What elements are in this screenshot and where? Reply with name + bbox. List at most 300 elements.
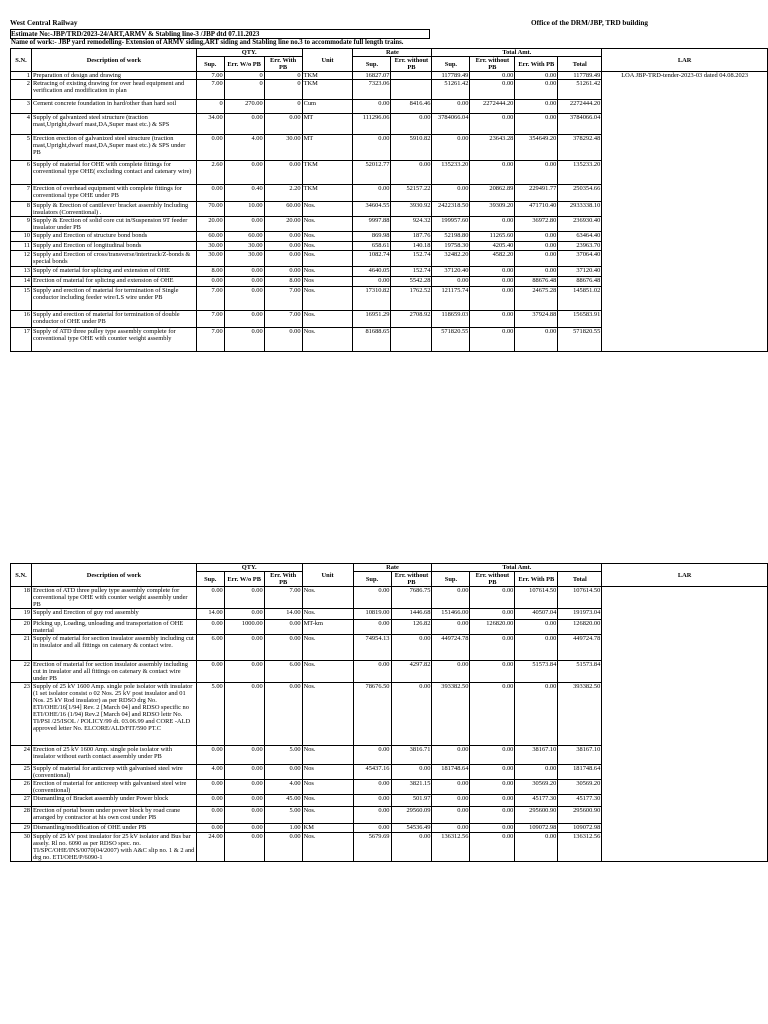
cell-qty-err-wo: 0.00 <box>224 114 264 135</box>
cell-amt-err-with: 0.00 <box>515 161 558 185</box>
cell-qty-sup: 34.00 <box>196 114 224 135</box>
cell-sn: 29 <box>11 824 32 833</box>
cell-sn: 25 <box>11 765 32 780</box>
cell-qty-err-wo: 30.00 <box>224 242 264 251</box>
cell-amt-err-without: 0.00 <box>470 217 515 232</box>
cell-unit: Nos. <box>302 202 353 217</box>
cell-amt-total: 37064.40 <box>558 251 602 267</box>
cell-amt-err-without: 0.00 <box>470 328 515 352</box>
cell-qty-err-with: 0.00 <box>264 251 302 267</box>
cell-unit: TKM <box>302 80 353 100</box>
cell-rate-err-without: 0.00 <box>391 683 432 746</box>
cell-amt-sup: 0.00 <box>432 135 470 161</box>
cell-sn: 11 <box>11 242 32 251</box>
cell-description: Erection of material for splicing and extension of OHE <box>31 277 196 287</box>
cell-qty-err-with: 0.00 <box>264 328 302 352</box>
total-amt-header: Total Amt. <box>432 49 602 57</box>
cell-amt-sup: 0.00 <box>432 185 470 202</box>
cell-sn: 19 <box>11 609 32 620</box>
cell-amt-total: 393382.50 <box>558 683 602 746</box>
cell-amt-sup: 199957.60 <box>432 217 470 232</box>
cell-description: Preparation of design and drawing <box>31 72 196 80</box>
sn-header: S.N. <box>11 564 32 587</box>
cell-rate-err-without: 152.74 <box>391 267 432 277</box>
cell-qty-sup: 30.00 <box>196 251 224 267</box>
cell-description: Supply and erection of material for termination of Single conductor including feeder wire/LS wire under PB <box>31 287 196 311</box>
cell-amt-err-with: 0.00 <box>515 765 558 780</box>
cell-qty-err-wo: 270.00 <box>224 100 264 114</box>
cell-sn: 6 <box>11 161 32 185</box>
rate-header: Rate <box>353 564 432 572</box>
cell-sn: 2 <box>11 80 32 100</box>
cell-qty-sup: 0.00 <box>196 661 224 683</box>
cell-sn: 17 <box>11 328 32 352</box>
cell-amt-sup: 0.00 <box>432 807 470 824</box>
table-row <box>11 587 768 609</box>
cell-qty-err-wo: 0.00 <box>224 635 264 661</box>
cell-description: Erection of overhead equipment with complete fittings for conventional type OHE under PB <box>31 185 196 202</box>
cell-amt-err-without: 0.00 <box>470 80 515 100</box>
cell-sn: 23 <box>11 683 32 746</box>
cell-qty-err-with: 0.00 <box>264 620 302 635</box>
cell-rate-err-without: 0.00 <box>391 833 432 862</box>
cell-qty-sup: 0.00 <box>196 587 224 609</box>
cell-amt-sup: 0.00 <box>432 746 470 765</box>
estimate-number: Estimate No:-JBP/TRD/2023-24/ART,ARMV & Stabling line-3 /JBP dtd 07.11.2023 <box>11 30 260 38</box>
cell-description: Supply of material for splicing and extension of OHE <box>31 267 196 277</box>
cell-amt-err-with: 229491.77 <box>515 185 558 202</box>
cell-amt-err-without: 2272444.20 <box>470 100 515 114</box>
cell-rate-sup: 0.00 <box>353 661 391 683</box>
cell-unit: MT-km <box>302 620 353 635</box>
cell-amt-total: 135233.20 <box>558 161 602 185</box>
cell-sn: 9 <box>11 217 32 232</box>
cell-description: Supply and Erection of longitudinal bonds <box>31 242 196 251</box>
office-name: Office of the DRM/JBP, TRD building <box>531 19 649 27</box>
lar-header: LAR <box>602 564 768 587</box>
cell-qty-sup: 0.00 <box>196 807 224 824</box>
qty-sup-header: Sup. <box>196 572 224 587</box>
cell-qty-err-with: 7.00 <box>264 587 302 609</box>
cell-unit: Nos <box>302 780 353 795</box>
cell-rate-err-without: 3930.92 <box>391 202 432 217</box>
cell-unit: Nos. <box>302 587 353 609</box>
cell-amt-err-without: 0.00 <box>470 609 515 620</box>
cell-amt-total: 571820.55 <box>558 328 602 352</box>
cell-sn: 7 <box>11 185 32 202</box>
cell-unit: Nos. <box>302 746 353 765</box>
amt-err-without-header: Err. without PB <box>470 57 515 72</box>
cell-qty-sup: 70.00 <box>196 202 224 217</box>
cell-unit: Nos. <box>302 251 353 267</box>
cell-rate-sup: 52012.77 <box>353 161 391 185</box>
cell-rate-err-without: 0.00 <box>391 161 432 185</box>
cell-rate-err-without: 4297.82 <box>391 661 432 683</box>
cell-qty-err-with: 6.00 <box>264 661 302 683</box>
cell-amt-err-without: 20862.89 <box>470 185 515 202</box>
cell-rate-sup: 0.00 <box>353 620 391 635</box>
cell-amt-sup: 51261.42 <box>432 80 470 100</box>
cell-qty-err-wo: 30.00 <box>224 251 264 267</box>
cell-qty-sup: 0.00 <box>196 780 224 795</box>
cell-amt-sup: 0.00 <box>432 100 470 114</box>
cell-unit: Nos. <box>302 683 353 746</box>
cell-qty-err-wo: 0.00 <box>224 807 264 824</box>
qty-err-wo-header: Err. W/o PB <box>224 572 264 587</box>
cell-rate-sup: 45437.16 <box>353 765 391 780</box>
cell-rate-sup: 10819.00 <box>353 609 391 620</box>
cell-qty-err-wo: 1000.00 <box>224 620 264 635</box>
rate-sup-header: Sup. <box>353 57 391 72</box>
cell-qty-err-with: 30.00 <box>264 135 302 161</box>
cell-amt-sup: 151466.00 <box>432 609 470 620</box>
cell-description: Supply of 25 kV post insulator for 25 kV isolator and Bus bar assely. Rl no. 6090 as per RDSO spec. no. TI/SPC/OHE/INS/0070(04/2007) with A&C slip no. 1 & 2 and drg no. ETI/OHE/P/6090-1 <box>32 833 195 861</box>
cell-rate-sup: 4640.05 <box>353 267 391 277</box>
cell-amt-err-without: 0.00 <box>470 114 515 135</box>
cell-unit: TKM <box>302 185 353 202</box>
qty-header: QTY. <box>196 49 302 57</box>
cell-description: Picking up, Loading, unloading and transportation of OHE material <box>31 620 196 635</box>
cell-unit: Nos. <box>302 267 353 277</box>
cell-amt-sup: 0.00 <box>432 795 470 807</box>
cell-amt-total: 51573.84 <box>558 661 602 683</box>
cell-amt-err-without: 0.00 <box>470 780 515 795</box>
cell-rate-sup: 0.00 <box>353 746 391 765</box>
cell-amt-total: 30569.20 <box>558 780 602 795</box>
cell-amt-total: 109072.98 <box>558 824 602 833</box>
cell-qty-err-wo: 0.00 <box>224 683 264 746</box>
lar-cell <box>602 587 768 862</box>
cell-qty-sup: 0.00 <box>196 277 224 287</box>
cell-rate-err-without: 52157.22 <box>391 185 432 202</box>
cell-rate-sup: 0.00 <box>353 587 391 609</box>
cell-amt-sup: 52198.80 <box>432 232 470 242</box>
cell-description: Erection of ATD three pulley type assembly complete for conventional type OHE with counter weight assembly under PB <box>31 587 196 609</box>
cell-qty-err-wo: 60.00 <box>224 232 264 242</box>
cell-qty-sup: 0.00 <box>196 746 224 765</box>
cell-amt-err-without: 0.00 <box>470 161 515 185</box>
cell-qty-sup: 5.00 <box>196 683 224 746</box>
cell-rate-err-without: 1446.68 <box>391 609 432 620</box>
cell-rate-sup: 78676.50 <box>353 683 391 746</box>
cell-amt-err-without: 39309.20 <box>470 202 515 217</box>
cell-qty-err-with: 0.00 <box>264 683 302 746</box>
cell-rate-err-without: 126.82 <box>391 620 432 635</box>
cell-qty-sup: 7.00 <box>196 311 224 328</box>
cell-qty-err-wo: 0.00 <box>224 311 264 328</box>
cell-qty-sup: 30.00 <box>196 242 224 251</box>
cell-description: Supply of material for section insulator assembly including cut in insulator and all fittings on catenary & contact wire. <box>31 635 196 661</box>
cell-amt-err-with: 354649.20 <box>515 135 558 161</box>
cell-qty-err-with: 0 <box>264 100 302 114</box>
cell-qty-err-with: 7.00 <box>264 287 302 311</box>
cell-amt-total: 45177.30 <box>558 795 602 807</box>
cell-qty-err-wo: 0.00 <box>224 587 264 609</box>
cell-amt-total: 449724.78 <box>558 635 602 661</box>
cell-sn: 24 <box>11 746 32 765</box>
cell-amt-err-with: 0.00 <box>515 232 558 242</box>
cell-rate-err-without: 140.18 <box>391 242 432 251</box>
cell-qty-sup: 24.00 <box>196 833 224 862</box>
cell-unit: Nos <box>302 765 353 780</box>
cell-amt-err-with: 0.00 <box>515 833 558 862</box>
cell-amt-err-without: 0.00 <box>470 807 515 824</box>
cell-amt-total: 295600.90 <box>558 807 602 824</box>
cell-qty-err-wo: 0.00 <box>224 328 264 352</box>
cell-amt-sup: 19758.30 <box>432 242 470 251</box>
cell-description: Dismantling of Bracket assembly under Power block <box>31 795 196 807</box>
cell-qty-sup: 7.00 <box>196 328 224 352</box>
cell-amt-err-with: 0.00 <box>515 683 558 746</box>
cell-qty-sup: 0.00 <box>196 824 224 833</box>
cell-description: Erection erection of galvanized steel structure (traction mast,Upright,dwarf mast,DA,Super mast etc.) & SPS under PB <box>31 135 196 161</box>
cell-rate-sup: 869.98 <box>353 232 391 242</box>
amt-err-with-header: Err. With PB <box>515 572 558 587</box>
qty-sup-header: Sup. <box>196 57 224 72</box>
cell-amt-err-with: 24675.28 <box>515 287 558 311</box>
cell-qty-err-with: 0.00 <box>264 765 302 780</box>
cell-unit: TKM <box>302 72 353 80</box>
cell-qty-err-wo: 4.00 <box>224 135 264 161</box>
cell-amt-err-without: 0.00 <box>470 277 515 287</box>
cell-amt-err-with: 107614.50 <box>515 587 558 609</box>
cell-rate-err-without: 5542.28 <box>391 277 432 287</box>
cell-qty-sup: 2.60 <box>196 161 224 185</box>
cell-sn: 26 <box>11 780 32 795</box>
cell-amt-err-with: 0.00 <box>515 635 558 661</box>
qty-err-with-header: Err. With PB <box>264 572 302 587</box>
cell-qty-err-wo: 0.00 <box>224 795 264 807</box>
cell-amt-err-with: 40507.04 <box>515 609 558 620</box>
cell-amt-err-with: 36972.80 <box>515 217 558 232</box>
cell-rate-sup: 16827.07 <box>353 72 391 80</box>
sn-header: S.N. <box>11 49 32 72</box>
cell-sn: 20 <box>11 620 32 635</box>
cell-rate-err-without: 3816.71 <box>391 746 432 765</box>
cell-amt-err-without: 126820.00 <box>470 620 515 635</box>
cell-rate-sup: 16951.29 <box>353 311 391 328</box>
cell-qty-sup: 7.00 <box>196 72 224 80</box>
cell-qty-err-wo: 0 <box>224 72 264 80</box>
cell-amt-sup: 0.00 <box>432 277 470 287</box>
cell-amt-err-without: 0.00 <box>470 267 515 277</box>
cell-description: Cement concrete foundation in hard/other than hard soil <box>31 100 196 114</box>
cell-amt-err-without: 0.00 <box>470 287 515 311</box>
lar-header: LAR <box>602 49 768 72</box>
cell-unit: Cum <box>302 100 353 114</box>
cell-rate-sup: 74954.13 <box>353 635 391 661</box>
cell-amt-err-without: 0.00 <box>470 765 515 780</box>
cell-rate-err-without <box>391 328 432 352</box>
cell-sn: 22 <box>11 661 32 683</box>
cell-qty-err-wo: 0.00 <box>224 267 264 277</box>
cell-qty-err-with: 0.00 <box>264 232 302 242</box>
cell-qty-err-with: 60.00 <box>264 202 302 217</box>
cell-rate-sup: 9997.88 <box>353 217 391 232</box>
cell-amt-err-with: 0.00 <box>515 620 558 635</box>
cell-amt-total: 3784066.04 <box>558 114 602 135</box>
cell-amt-sup: 136312.56 <box>432 833 470 862</box>
cell-qty-err-wo: 0.00 <box>224 277 264 287</box>
cell-amt-err-without: 4205.40 <box>470 242 515 251</box>
cell-amt-sup: 117789.49 <box>432 72 470 80</box>
cell-rate-sup: 81688.65 <box>353 328 391 352</box>
cell-unit: Nos. <box>302 242 353 251</box>
cell-amt-sup: 135233.20 <box>432 161 470 185</box>
cell-amt-total: 126820.00 <box>558 620 602 635</box>
cell-sn: 14 <box>11 277 32 287</box>
cell-amt-err-without: 0.00 <box>470 72 515 80</box>
cell-unit: KM <box>302 824 353 833</box>
cell-rate-err-without: 187.76 <box>391 232 432 242</box>
cell-amt-err-without: 11265.60 <box>470 232 515 242</box>
cell-qty-err-with: 0.00 <box>264 833 302 862</box>
cell-amt-total: 136312.56 <box>558 833 602 862</box>
cell-amt-sup: 0.00 <box>432 661 470 683</box>
cell-unit: MT <box>302 114 353 135</box>
cell-amt-err-with: 471710.40 <box>515 202 558 217</box>
cell-amt-err-without: 0.00 <box>470 311 515 328</box>
rate-sup-header: Sup. <box>353 572 391 587</box>
cell-amt-err-with: 109072.98 <box>515 824 558 833</box>
cell-sn: 15 <box>11 287 32 311</box>
amt-sup-header: Sup. <box>432 57 470 72</box>
cell-qty-err-with: 0.00 <box>264 267 302 277</box>
cell-amt-err-without: 0.00 <box>470 635 515 661</box>
cell-rate-sup: 0.00 <box>353 807 391 824</box>
amt-total-header: Total <box>558 57 602 72</box>
cell-qty-err-with: 0.00 <box>264 161 302 185</box>
cell-amt-total: 88676.48 <box>558 277 602 287</box>
unit-header: Unit <box>302 564 353 587</box>
cell-amt-sup: 2422318.50 <box>432 202 470 217</box>
cell-qty-sup: 0 <box>196 100 224 114</box>
cell-qty-err-with: 8.00 <box>264 277 302 287</box>
cell-amt-err-without: 0.00 <box>470 833 515 862</box>
cell-amt-total: 38167.10 <box>558 746 602 765</box>
cell-qty-err-wo: 0.00 <box>224 824 264 833</box>
cell-rate-sup: 17310.82 <box>353 287 391 311</box>
cell-qty-err-wo: 0.00 <box>224 833 264 862</box>
cell-amt-err-with: 0.00 <box>515 242 558 251</box>
cell-description: Supply and Erection of cross/transverse/intertrack/Z-bonds & special bonds <box>31 251 196 267</box>
cell-sn: 16 <box>11 311 32 328</box>
cell-sn: 13 <box>11 267 32 277</box>
cell-description: Retracing of existing drawing for over head equipment and verification and modification in plan <box>31 80 196 100</box>
cell-qty-sup: 60.00 <box>196 232 224 242</box>
cell-unit: Nos. <box>302 232 353 242</box>
cell-qty-sup: 0.00 <box>196 795 224 807</box>
cell-rate-err-without: 7686.75 <box>391 587 432 609</box>
cell-qty-err-with: 1.00 <box>264 824 302 833</box>
cell-rate-err-without: 0.00 <box>391 765 432 780</box>
total-amt-header: Total Amt. <box>432 564 602 572</box>
cell-qty-sup: 4.00 <box>196 765 224 780</box>
cell-rate-sup: 0.00 <box>353 185 391 202</box>
cell-amt-err-without: 0.00 <box>470 587 515 609</box>
cell-qty-sup: 8.00 <box>196 267 224 277</box>
cell-sn: 12 <box>11 251 32 267</box>
cell-rate-sup: 0.00 <box>353 277 391 287</box>
cell-qty-err-wo: 0.00 <box>224 765 264 780</box>
cell-amt-err-with: 0.00 <box>515 80 558 100</box>
cell-description: Supply & Erection of solid core cut in/Suspension 9T feeder insulator under PB <box>31 217 196 232</box>
cell-sn: 5 <box>11 135 32 161</box>
cell-amt-err-with: 0.00 <box>515 72 558 80</box>
document-header <box>10 19 760 27</box>
estimate-table-page1 <box>10 48 768 352</box>
cell-sn: 4 <box>11 114 32 135</box>
cell-amt-total: 2933338.10 <box>558 202 602 217</box>
cell-rate-sup: 34604.55 <box>353 202 391 217</box>
cell-description: Erection of material for anticreep with galvanised steel wire (conventional) <box>31 780 196 795</box>
cell-amt-sup: 121175.74 <box>432 287 470 311</box>
cell-amt-err-with: 0.00 <box>515 328 558 352</box>
cell-qty-err-with: 5.00 <box>264 746 302 765</box>
cell-amt-sup: 37120.40 <box>432 267 470 277</box>
cell-amt-sup: 449724.78 <box>432 635 470 661</box>
cell-qty-err-with: 0 <box>264 80 302 100</box>
cell-amt-sup: 32482.20 <box>432 251 470 267</box>
cell-amt-sup: 571820.55 <box>432 328 470 352</box>
cell-unit: Nos. <box>302 635 353 661</box>
cell-rate-err-without: 1762.52 <box>391 287 432 311</box>
cell-amt-err-with: 0.00 <box>515 251 558 267</box>
cell-amt-err-without: 0.00 <box>470 795 515 807</box>
cell-description: Supply of material for anticreep with galvanised steel wire (conventional) <box>31 765 196 780</box>
cell-amt-total: 156583.91 <box>558 311 602 328</box>
cell-rate-err-without: 54536.49 <box>391 824 432 833</box>
cell-amt-total: 63464.40 <box>558 232 602 242</box>
cell-rate-err-without: 0.00 <box>391 114 432 135</box>
cell-sn: 27 <box>11 795 32 807</box>
cell-rate-sup: 0.00 <box>353 780 391 795</box>
work-name: Name of work:- JBP yard remodelling- Extension of ARMV siding,ART siding and Stabling line no.3 to accommodate full length trains. <box>11 39 404 46</box>
cell-amt-err-with: 45177.30 <box>515 795 558 807</box>
cell-description: Supply & Erection of cantilever/ bracket assembly Including insulators (Conventional) . <box>31 202 196 217</box>
cell-qty-err-with: 45.00 <box>264 795 302 807</box>
cell-qty-sup: 7.00 <box>196 80 224 100</box>
cell-sn: 10 <box>11 232 32 242</box>
cell-amt-total: 51261.42 <box>558 80 602 100</box>
cell-amt-total: 23963.70 <box>558 242 602 251</box>
cell-sn: 18 <box>11 587 32 609</box>
cell-sn: 30 <box>11 833 32 862</box>
cell-qty-sup: 0.00 <box>196 620 224 635</box>
qty-err-wo-header: Err. W/o PB <box>224 57 264 72</box>
table-row <box>11 72 768 80</box>
cell-amt-err-with: 0.00 <box>515 100 558 114</box>
cell-amt-err-with: 37924.88 <box>515 311 558 328</box>
cell-unit: Nos. <box>302 661 353 683</box>
cell-qty-sup: 0.00 <box>196 135 224 161</box>
cell-description: Supply of ATD three pulley type assembly complete for conventional type OHE with counter weight assembly <box>31 328 196 352</box>
cell-amt-err-without: 0.00 <box>470 824 515 833</box>
cell-amt-total: 191973.04 <box>558 609 602 620</box>
cell-amt-err-with: 0.00 <box>515 267 558 277</box>
cell-qty-sup: 14.00 <box>196 609 224 620</box>
cell-rate-sup: 0.00 <box>353 135 391 161</box>
cell-amt-err-with: 38167.10 <box>515 746 558 765</box>
cell-amt-err-with: 295600.90 <box>515 807 558 824</box>
cell-rate-err-without: 29560.09 <box>391 807 432 824</box>
cell-description: Supply of galvanized steel structure (traction mast,Upright,dwarf mast,DA,Super mast etc.) & SPS <box>31 114 196 135</box>
cell-unit: TKM <box>302 161 353 185</box>
cell-amt-err-with: 51573.84 <box>515 661 558 683</box>
cell-rate-err-without: 924.32 <box>391 217 432 232</box>
cell-rate-sup: 111296.06 <box>353 114 391 135</box>
cell-amt-err-with: 0.00 <box>515 114 558 135</box>
